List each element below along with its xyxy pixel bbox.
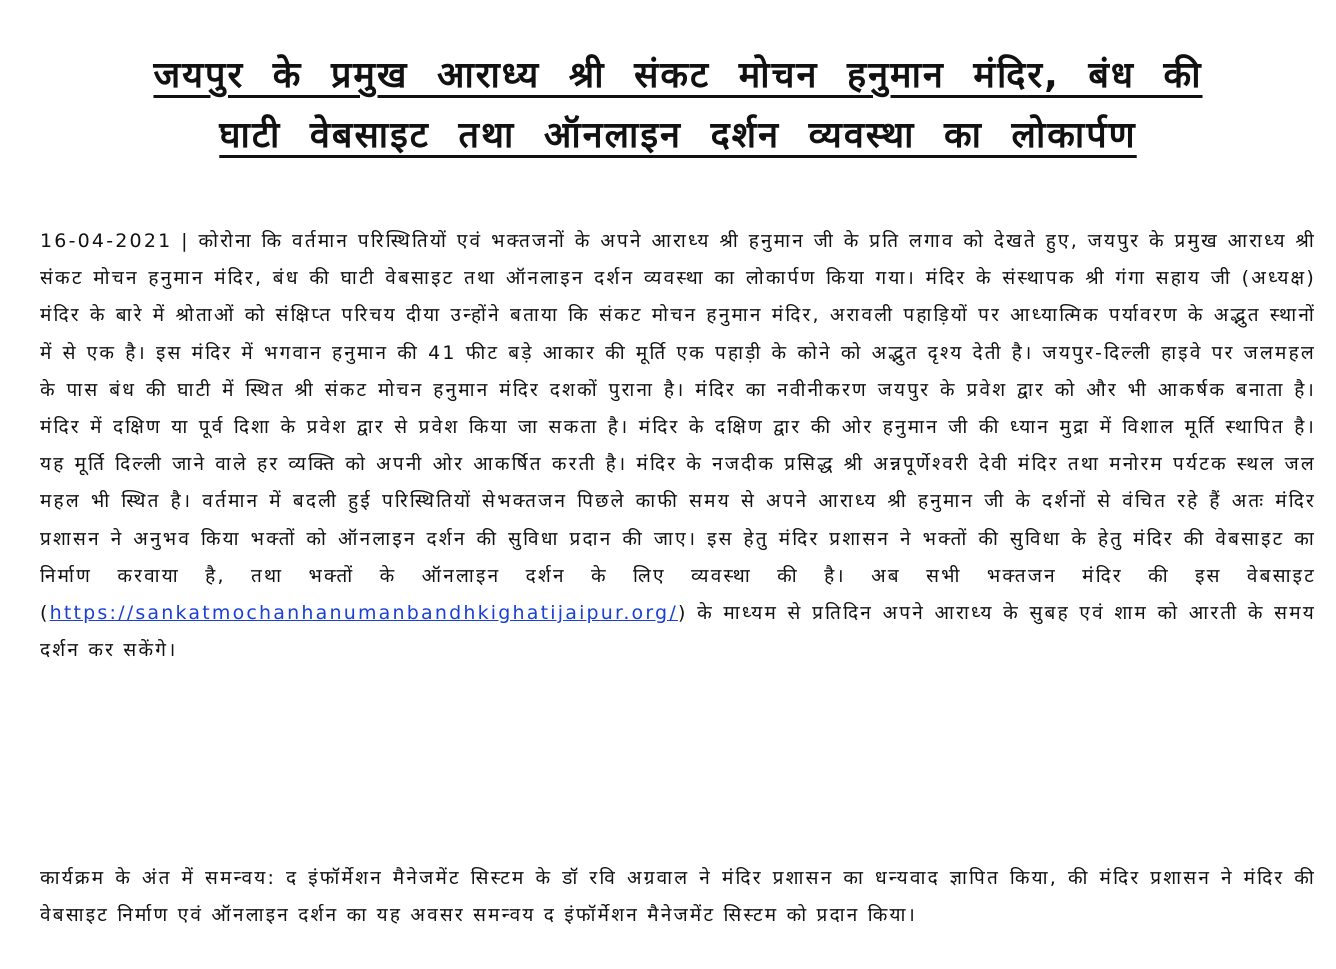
title-line-2: घाटी वेबसाइट तथा ऑनलाइन दर्शन व्यवस्था का लोकार्पण <box>219 115 1137 157</box>
paragraph-1-text-end: ) के माध्यम से प्रतिदिन अपने आराध्य के सुबह एवं शाम को आरती के समय दर्शन कर सकेंगे। <box>40 602 1316 662</box>
body-paragraph-1 <box>40 223 1316 669</box>
title-line-2-wrap <box>40 106 1316 166</box>
title-line-1-wrap <box>40 46 1316 106</box>
title-line-1: जयपुर के प्रमुख आराध्य श्री संकट मोचन हनुमान मंदिर, बंध की <box>153 55 1203 97</box>
website-link[interactable]: https://sankatmochanhanumanbandhkighatijaipur.org/ <box>49 602 678 625</box>
document-title <box>40 46 1316 166</box>
paragraph-1-text-start: 16-04-2021 | कोरोना कि वर्तमान परिस्थितियों एवं भक्तजनों के अपने आराध्य श्री हनुमान जी के प्रति लगाव को देखते हुए, जयपुर के प्रमुख आराध्य श्री संकट मोचन हनुमान मंदिर, बंध की घाटी वेबसाइट तथा ऑनलाइन दर्शन व्यवस्था का लोकार्पण किया गया। मंदिर के संस्थापक श्री गंगा सहाय जी (अध्यक्ष) मंदिर के बारे में श्रोताओं को संक्षिप्त परिचय दीया उन्होंने बताया कि संकट मोचन हनुमान मंदिर, अरावली पहाड़ियों पर आध्यात्मिक पर्यावरण के अद्भुत स्थानों में से एक है। इस मंदिर में भगवान हनुमान की 41 फीट बड़े आकार की मूर्ति एक पहाड़ी के कोने को अद्भुत दृश्य देती है। जयपुर-दिल्ली हाइवे पर जलमहल के पास बंध की घाटी में स्थित श्री संकट मोचन हनुमान मंदिर दशकों पुराना है। मंदिर का नवीनीकरण जयपुर के प्रवेश द्वार को और भी आकर्षक बनाता है। मंदिर में दक्षिण या पूर्व दिशा के प्रवेश द्वार से प्रवेश किया जा सकता है। मंदिर के दक्षिण द्वार की ओर हनुमान जी की ध्यान मुद्रा में विशाल मूर्ति स्थापित है। यह मूर्ति दिल्ली जाने वाले हर व्यक्ति को अपनी ओर आकर्षित करती है। मंदिर के नजदीक प्रसिद्ध श्री अन्नपूर्णेश्वरी देवी मंदिर तथा मनोरम पर्यटक स्थल जल महल भी स्थित है। वर्तमान में बदली हुई परिस्थितियों सेभक्तजन पिछले काफी समय से अपने आराध्य श्री हनुमान जी के दर्शनों से वंचित रहे हैं अतः मंदिर प्रशासन ने अनुभव किया भक्तों को ऑनलाइन दर्शन की सुविधा प्रदान की जाए। इस हेतु मंदिर प्रशासन ने भक्तों की सुविधा के हेतु मंदिर की वेबसाइट का निर्माण करवाया है, तथा भक्तों के ऑनलाइन दर्शन के लिए व्यवस्था की है। अब सभी भक्तजन मंदिर की इस वेबसाइट ( <box>40 230 1316 625</box>
body-paragraph-2: कार्यक्रम के अंत में समन्वय: द इंफॉर्मेशन मैनेजमेंट सिस्टम के डॉ रवि अग्रवाल ने मंदिर प्रशासन का धन्यवाद ज्ञापित किया, की मंदिर प्रशासन ने मंदिर की वेबसाइट निर्माण एवं ऑनलाइन दर्शन का यह अवसर समन्वय द इंफॉर्मेशन मैनेजमेंट सिस्टम को प्रदान किया। <box>40 867 1316 927</box>
